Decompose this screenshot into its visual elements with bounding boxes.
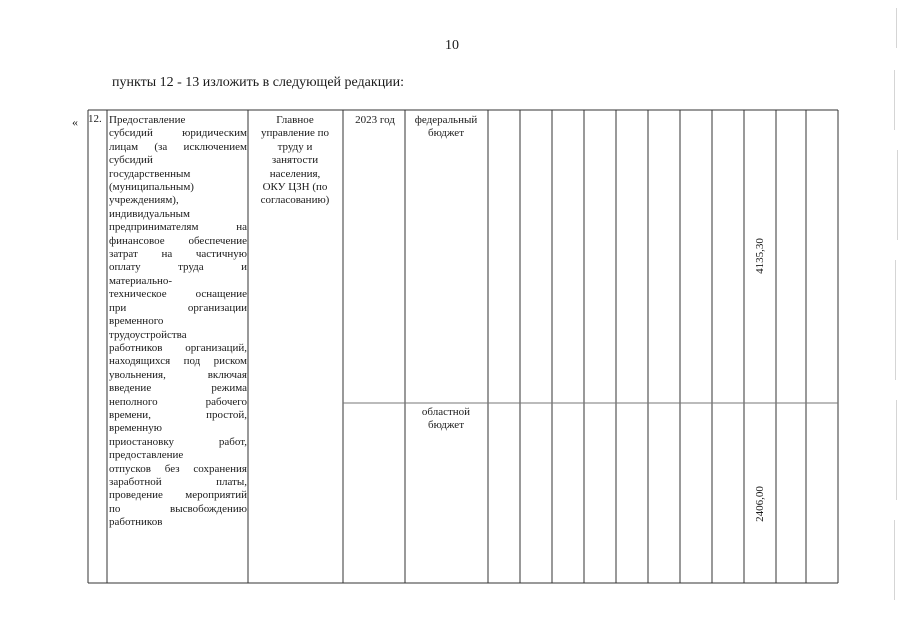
desc-line: затрат на частичную	[109, 248, 247, 261]
desc-line: государственным	[109, 167, 191, 180]
row-number: 12.	[88, 113, 102, 125]
desc-line: предоставление	[109, 449, 184, 462]
src1-line: бюджет	[428, 127, 464, 140]
funding-source-regional	[406, 406, 486, 433]
desc-line: материально-	[109, 274, 173, 287]
desc-line: (муниципальным)	[109, 181, 194, 194]
desc-line: временного	[109, 315, 164, 328]
intro-text: пункты 12 - 13 изложить в следующей редакции:	[112, 75, 405, 90]
desc-line: увольнения, включая	[109, 368, 247, 381]
desc-line: работников организаций,	[109, 341, 247, 354]
page-number: 10	[445, 38, 459, 53]
desc-line: заработной платы,	[109, 475, 247, 488]
row-year: 2023 год	[355, 114, 395, 126]
src1-line: федеральный	[414, 114, 478, 126]
exec-line: управление по	[261, 127, 329, 140]
row-executor	[250, 114, 340, 208]
exec-line: Главное	[276, 114, 314, 126]
desc-line: техническое оснащение	[109, 288, 247, 301]
desc-line: предпринимателям на	[109, 221, 247, 234]
desc-line: неполного рабочего	[109, 395, 247, 408]
desc-line: субсидий юридическим	[109, 127, 247, 140]
desc-line: работников	[109, 516, 163, 529]
desc-line: лицам (за исключением	[109, 140, 247, 153]
desc-line: отпусков без сохранения	[109, 462, 247, 475]
row-description	[109, 114, 247, 530]
desc-line: введение режима	[109, 382, 247, 395]
desc-line: по высвобождению	[109, 502, 247, 515]
desc-line: времени, простой,	[109, 408, 247, 421]
desc-line: индивидуальным	[109, 207, 191, 220]
opening-quote: «	[72, 115, 78, 129]
desc-line: Предоставление	[109, 114, 186, 126]
desc-line: финансовое обеспечение	[109, 234, 247, 247]
exec-line: населения,	[269, 167, 321, 180]
desc-line: учреждениям),	[109, 194, 179, 207]
exec-line: занятости	[271, 154, 319, 167]
scan-edge-noise	[890, 0, 902, 640]
desc-line: проведение мероприятий	[109, 489, 247, 502]
desc-line: оплату труда и	[109, 261, 247, 274]
desc-line: приостановку работ,	[109, 435, 247, 448]
desc-line: находящихся под риском	[109, 355, 247, 368]
src2-line: областной	[421, 406, 471, 418]
desc-line: временную	[109, 422, 162, 435]
desc-line: при организации	[109, 301, 247, 314]
amount-regional: 2406,00	[754, 486, 766, 522]
exec-line: согласованию)	[260, 194, 330, 207]
amount-federal: 4135,30	[754, 238, 766, 274]
src2-line: бюджет	[428, 419, 464, 432]
exec-line: ОКУ ЦЗН (по	[262, 181, 328, 194]
exec-line: труду и	[277, 140, 313, 153]
desc-line: субсидий	[109, 154, 153, 167]
funding-source-federal	[406, 114, 486, 141]
desc-line: трудоустройства	[109, 328, 187, 341]
